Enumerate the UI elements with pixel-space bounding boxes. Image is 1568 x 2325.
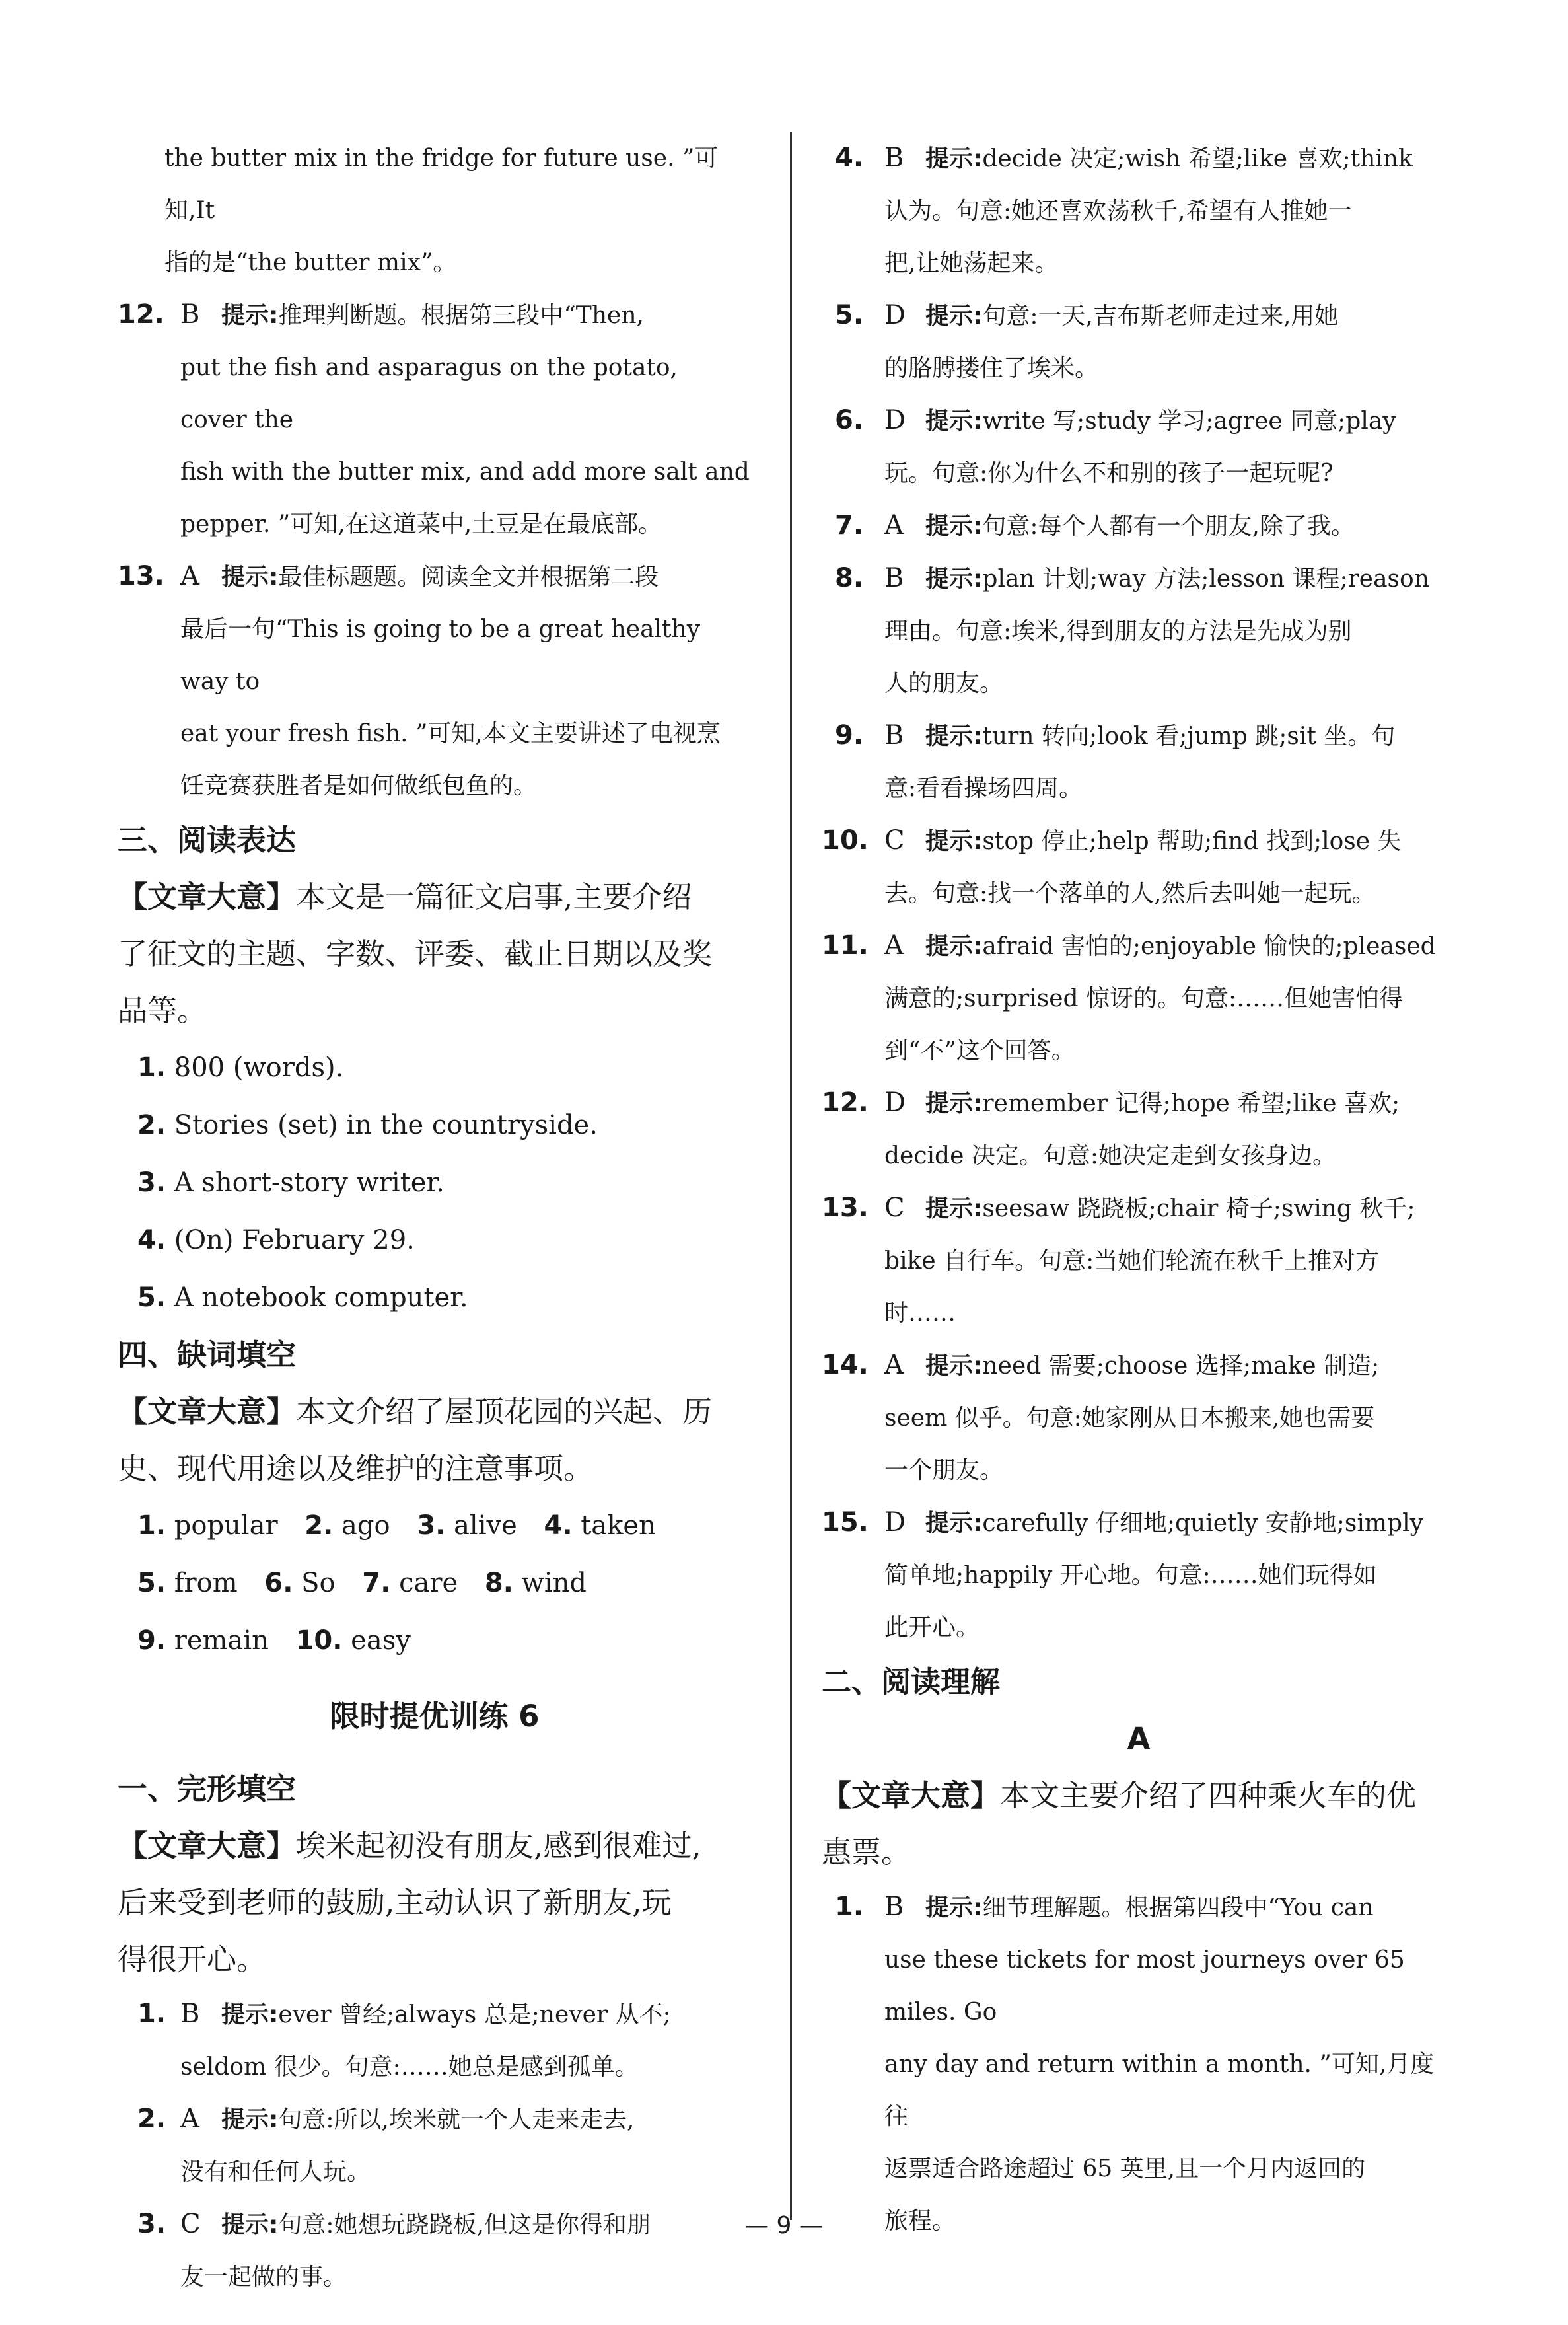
- hint-text: seem 似乎。句意:她家刚从日本搬来,她也需要: [884, 1405, 1375, 1432]
- summary-text: 本文介绍了屋顶花园的兴起、历: [296, 1394, 713, 1429]
- answer-item-c4: [822, 132, 1456, 289]
- hint-text: 旅程。: [884, 2207, 956, 2234]
- summary-label: 【文章大意】: [118, 1394, 297, 1429]
- item-number: 1.: [137, 1510, 166, 1541]
- answer-item-c9: [822, 710, 1456, 815]
- item-number: 6.: [264, 1568, 293, 1598]
- hint-label: 提示:: [925, 1352, 983, 1380]
- answer-word: ago: [341, 1510, 390, 1541]
- answer-item-c6: [822, 394, 1456, 499]
- blank-answers-row: [118, 1612, 752, 1670]
- item-number: 1.: [137, 1999, 166, 2029]
- continued-text: 指的是“the butter mix”。: [164, 249, 457, 276]
- item-number: 10.: [295, 1625, 343, 1656]
- hint-text: 玩。句意:你为什么不和别的孩子一起玩呢?: [884, 460, 1334, 487]
- hint-text: 最佳标题题。阅读全文并根据第二段: [278, 564, 659, 591]
- answer-item-12: [118, 289, 752, 550]
- answer-item-c10: [822, 815, 1456, 920]
- hint-text: decide 决定。句意:她决定走到女孩身边。: [884, 1142, 1336, 1169]
- hint-label: 提示:: [925, 1894, 983, 1921]
- item-answer: B: [884, 563, 904, 593]
- answer-word: popular: [174, 1510, 278, 1541]
- answer-item-c5: [822, 289, 1456, 394]
- column-divider: [790, 132, 792, 2220]
- summary-text: 史、现代用途以及维护的注意事项。: [118, 1451, 594, 1486]
- unit-title: 限时提优训练 6: [330, 1699, 540, 1734]
- answer-word: So: [301, 1568, 336, 1598]
- section-heading: 二、阅读理解: [822, 1664, 1001, 1699]
- summary-text: 本文主要介绍了四种乘火车的优: [1000, 1778, 1417, 1813]
- left-column: [118, 132, 752, 2303]
- item-number: 7.: [362, 1568, 391, 1598]
- hint-text: 时……: [884, 1300, 956, 1327]
- hint-text: 的胳膊搂住了埃米。: [884, 355, 1099, 382]
- item-number: 2.: [304, 1510, 334, 1541]
- item-number: 14.: [822, 1350, 869, 1380]
- answer-line: [118, 1039, 752, 1097]
- hint-text: fish with the butter mix, and add more salt and: [180, 459, 750, 486]
- item-answer: C: [884, 825, 905, 856]
- hint-text: 满意的;surprised 惊讶的。句意:……但她害怕得: [884, 985, 1404, 1012]
- item-answer: D: [884, 1507, 906, 1537]
- item-number: 7.: [835, 510, 864, 540]
- item-answer: B: [180, 1999, 200, 2029]
- summary-text: 埃米起初没有朋友,感到很难过,: [296, 1828, 701, 1863]
- hint-text: 到“不”这个回答。: [884, 1037, 1075, 1064]
- answer-word: taken: [581, 1510, 656, 1541]
- hint-text: carefully 仔细地;quietly 安静地;simply: [982, 1510, 1423, 1537]
- hint-text: 最后一句“This is going to be a great healthy way to: [180, 616, 701, 695]
- hint-label: 提示:: [925, 566, 983, 593]
- hint-label: 提示:: [221, 2001, 279, 2028]
- item-number: 9.: [137, 1625, 166, 1656]
- hint-label: 提示:: [221, 302, 279, 329]
- hint-text: 此开心。: [884, 1614, 980, 1641]
- hint-text: 去。句意:找一个落单的人,然后去叫她一起玩。: [884, 880, 1376, 907]
- summary-text: 了征文的主题、字数、评委、截止日期以及奖: [118, 936, 713, 971]
- item-number: 8.: [484, 1568, 513, 1598]
- section-heading: 四、缺词填空: [118, 1337, 297, 1372]
- hint-text: seesaw 跷跷板;chair 椅子;swing 秋千;: [982, 1195, 1415, 1222]
- item-number: 5.: [835, 300, 864, 330]
- answer-item-13: [118, 550, 752, 812]
- item-number: 15.: [822, 1507, 869, 1537]
- hint-text: 句意:每个人都有一个朋友,除了我。: [982, 513, 1355, 540]
- item-answer: A: [180, 561, 199, 591]
- hint-text: turn 转向;look 看;jump 跳;sit 坐。句: [982, 723, 1396, 750]
- summary-paragraph: [822, 1767, 1456, 1824]
- hint-text: put the fish and asparagus on the potato, cover the: [180, 354, 678, 433]
- item-answer: B: [884, 720, 904, 751]
- item-number: 3.: [137, 1167, 166, 1198]
- summary-paragraph: [118, 1384, 752, 1440]
- item-number: 12.: [822, 1088, 869, 1118]
- item-number: 13.: [118, 561, 164, 591]
- answer-word: from: [174, 1568, 238, 1598]
- item-number: 12.: [118, 299, 164, 330]
- hint-label: 提示:: [925, 828, 983, 855]
- hint-text: 认为。句意:她还喜欢荡秋千,希望有人推她一: [884, 198, 1352, 225]
- hint-label: 提示:: [925, 1510, 983, 1537]
- hint-text: pepper. ”可知,在这道菜中,土豆是在最底部。: [180, 511, 662, 538]
- section-heading: 三、阅读表达: [118, 823, 297, 858]
- answer-line: [118, 1154, 752, 1212]
- hint-text: any day and return within a month. ”可知,月度往: [884, 2051, 1435, 2130]
- item-answer: A: [884, 930, 904, 961]
- item-number: 6.: [835, 405, 864, 435]
- item-number: 3.: [417, 1510, 446, 1541]
- hint-text: 句意:所以,埃米就一个人走来走去,: [278, 2106, 635, 2133]
- answer-item-c12: [822, 1077, 1456, 1182]
- answer-item-c14: [822, 1339, 1456, 1496]
- answer-line: [118, 1212, 752, 1269]
- summary-text: 品等。: [118, 993, 207, 1028]
- answer-line: [118, 1097, 752, 1154]
- item-number: 4.: [835, 143, 864, 173]
- answer-item-c11: [822, 920, 1456, 1077]
- answer-item-c8: [822, 552, 1456, 710]
- answer-item-c2: [118, 2093, 752, 2198]
- answer-text: A notebook computer.: [174, 1282, 468, 1313]
- hint-text: 句意:她想玩跷跷板,但这是你得和朋: [278, 2211, 651, 2238]
- answer-item-c13: [822, 1182, 1456, 1339]
- summary-text: 得很开心。: [118, 1942, 267, 1977]
- hint-text: 句意:一天,吉布斯老师走过来,用她: [982, 303, 1339, 330]
- summary-paragraph: [118, 1818, 752, 1874]
- hint-text: write 写;study 学习;agree 同意;play: [982, 408, 1396, 435]
- summary-label: 【文章大意】: [118, 879, 297, 914]
- hint-text: plan 计划;way 方法;lesson 课程;reason: [982, 566, 1429, 593]
- hint-text: 一个朋友。: [884, 1457, 1004, 1484]
- hint-text: 细节理解题。根据第四段中“You can: [982, 1894, 1374, 1921]
- hint-label: 提示:: [925, 513, 983, 540]
- hint-text: 简单地;happily 开心地。句意:……她们玩得如: [884, 1562, 1377, 1589]
- hint-label: 提示:: [925, 1195, 983, 1222]
- hint-text: 意:看看操场四周。: [884, 775, 1083, 802]
- hint-text: eat your fresh fish. ”可知,本文主要讲述了电视烹: [180, 720, 721, 747]
- summary-text: 惠票。: [822, 1835, 911, 1870]
- item-answer: D: [884, 300, 906, 330]
- item-answer: C: [180, 2209, 201, 2239]
- item-number: 5.: [137, 1282, 166, 1313]
- hint-label: 提示:: [925, 303, 983, 330]
- item-answer: D: [884, 1088, 906, 1118]
- answer-item-r1: [822, 1881, 1456, 2247]
- page-number: — 9 —: [745, 2212, 823, 2239]
- hint-label: 提示:: [221, 2106, 279, 2133]
- right-column: [822, 132, 1456, 2247]
- item-number: 2.: [137, 2104, 166, 2134]
- item-number: 9.: [835, 720, 864, 751]
- item-number: 1.: [137, 1052, 166, 1083]
- answer-item-c15: [822, 1496, 1456, 1654]
- item-answer: D: [884, 405, 906, 435]
- item-number: 4.: [137, 1225, 166, 1255]
- item-number: 13.: [822, 1193, 869, 1223]
- answer-text: 800 (words).: [174, 1052, 344, 1083]
- answer-text: A short-story writer.: [174, 1167, 445, 1198]
- summary-text: 后来受到老师的鼓励,主动认识了新朋友,玩: [118, 1885, 672, 1920]
- hint-label: 提示:: [925, 933, 983, 960]
- item-answer: B: [884, 143, 904, 173]
- hint-text: need 需要;choose 选择;make 制造;: [982, 1352, 1380, 1380]
- hint-text: 饪竞赛获胜者是如何做纸包鱼的。: [180, 772, 538, 799]
- item-number: 11.: [822, 930, 869, 961]
- summary-label: 【文章大意】: [822, 1778, 1001, 1813]
- answer-item-c1: [118, 1988, 752, 2093]
- passage-label: A: [1127, 1721, 1151, 1756]
- hint-text: 人的朋友。: [884, 670, 1004, 697]
- answer-word: wind: [521, 1568, 587, 1598]
- hint-text: 没有和任何人玩。: [180, 2159, 371, 2186]
- item-answer: B: [884, 1892, 904, 1922]
- hint-label: 提示:: [925, 723, 983, 750]
- hint-text: seldom 很少。句意:……她总是感到孤单。: [180, 2053, 639, 2081]
- hint-text: 理由。句意:埃米,得到朋友的方法是先成为别: [884, 618, 1352, 645]
- item-answer: A: [884, 510, 904, 540]
- hint-text: ever 曾经;always 总是;never 从不;: [278, 2001, 671, 2028]
- hint-text: use these tickets for most journeys over 65 miles. Go: [884, 1946, 1405, 2026]
- answer-word: care: [399, 1568, 458, 1598]
- section-heading: 一、完形填空: [118, 1771, 297, 1806]
- answer-item-c7: [822, 499, 1456, 552]
- summary-paragraph: [118, 869, 752, 926]
- item-number: 4.: [544, 1510, 573, 1541]
- hint-text: 友一起做的事。: [180, 2264, 347, 2291]
- item-answer: B: [180, 299, 200, 330]
- item-number: 1.: [835, 1892, 864, 1922]
- blank-answers-row: [118, 1497, 752, 1555]
- answer-word: easy: [351, 1625, 411, 1656]
- answer-word: remain: [174, 1625, 269, 1656]
- hint-label: 提示:: [221, 2211, 279, 2238]
- blank-answers-row: [118, 1555, 752, 1612]
- hint-text: bike 自行车。句意:当她们轮流在秋千上推对方: [884, 1247, 1380, 1274]
- summary-label: 【文章大意】: [118, 1828, 297, 1863]
- item-answer: C: [884, 1193, 905, 1223]
- answer-text: (On) February 29.: [174, 1225, 415, 1255]
- continued-text: the butter mix in the fridge for future use. ”可知,It: [164, 145, 719, 224]
- hint-label: 提示:: [221, 564, 279, 591]
- item-number: 10.: [822, 825, 869, 856]
- hint-label: 提示:: [925, 408, 983, 435]
- hint-label: 提示:: [925, 145, 983, 172]
- item-number: 8.: [835, 563, 864, 593]
- answer-word: alive: [454, 1510, 517, 1541]
- item-number: 3.: [137, 2209, 166, 2239]
- hint-label: 提示:: [925, 1090, 983, 1117]
- answer-line: [118, 1269, 752, 1327]
- hint-text: decide 决定;wish 希望;like 喜欢;think: [982, 145, 1413, 172]
- hint-text: stop 停止;help 帮助;find 找到;lose 失: [982, 828, 1402, 855]
- hint-text: remember 记得;hope 希望;like 喜欢;: [982, 1090, 1400, 1117]
- item-answer: A: [884, 1350, 904, 1380]
- hint-text: 把,让她荡起来。: [884, 250, 1059, 277]
- summary-text: 本文是一篇征文启事,主要介绍: [296, 879, 692, 914]
- hint-text: afraid 害怕的;enjoyable 愉快的;pleased: [982, 933, 1436, 960]
- item-number: 2.: [137, 1110, 166, 1140]
- item-number: 5.: [137, 1568, 166, 1598]
- hint-text: 推理判断题。根据第三段中“Then,: [278, 302, 644, 329]
- hint-text: 返票适合路途超过 65 英里,且一个月内返回的: [884, 2155, 1366, 2182]
- answer-text: Stories (set) in the countryside.: [174, 1110, 598, 1140]
- item-answer: A: [180, 2104, 199, 2134]
